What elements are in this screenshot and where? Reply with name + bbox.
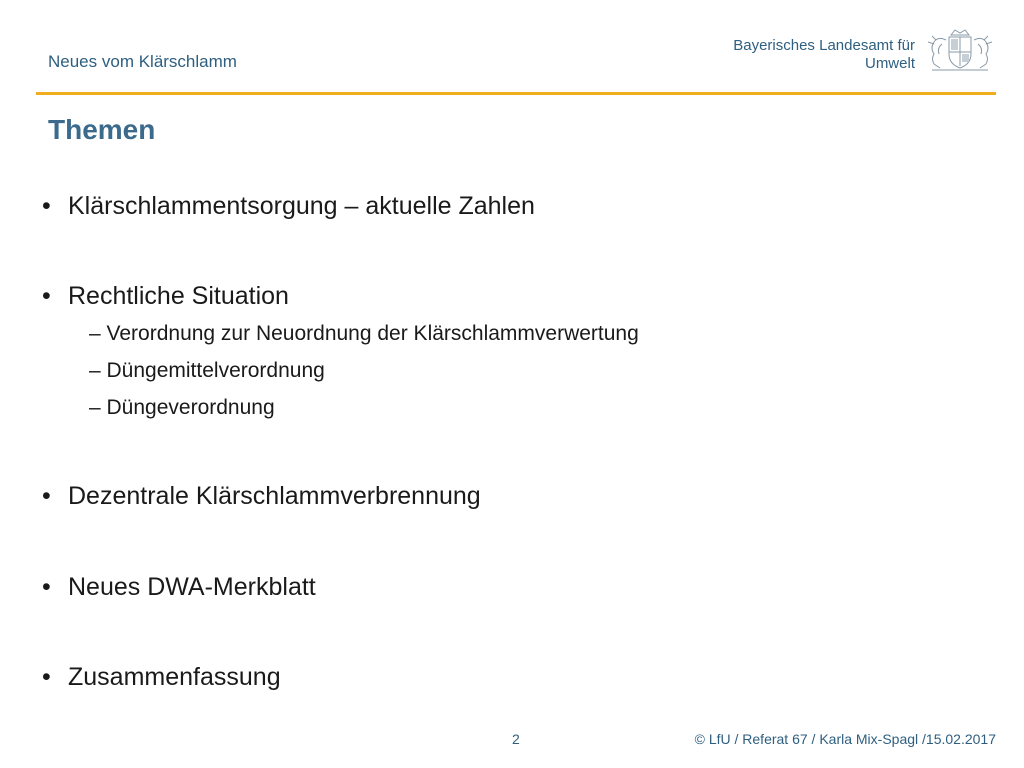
bullet-dot: • <box>42 282 51 310</box>
slide-title: Themen <box>48 114 156 145</box>
sub-item-2: – Düngemittelverordnung <box>89 359 325 382</box>
bullet-text: Dezentrale Klärschlammverbrennung <box>68 482 481 510</box>
bullet-text: Neues DWA-Merkblatt <box>68 573 316 601</box>
bullet-dot: • <box>42 573 51 601</box>
page-number: 2 <box>512 731 520 747</box>
bullet-text: Zusammenfassung <box>68 663 281 691</box>
bullet-text: Klärschlammentsorgung – aktuelle Zahlen <box>68 192 535 220</box>
bullet-item-1 <box>42 192 535 221</box>
header-divider <box>36 92 996 95</box>
bullet-item-3 <box>42 482 481 511</box>
bullet-dot: • <box>42 192 51 220</box>
organization-name <box>733 37 915 73</box>
bullet-item-4 <box>42 573 316 602</box>
bullet-dot: • <box>42 482 51 510</box>
bullet-text: Rechtliche Situation <box>68 282 289 310</box>
bullet-item-5 <box>42 663 281 692</box>
header-title: Neues vom Klärschlamm <box>48 52 237 71</box>
bullet-dot: • <box>42 663 51 691</box>
sub-item-3: – Düngeverordnung <box>89 396 275 419</box>
footer-copyright: © LfU / Referat 67 / Karla Mix-Spagl /15.02.2017 <box>694 731 996 747</box>
bullet-item-2 <box>42 282 289 311</box>
sub-item-1: – Verordnung zur Neuordnung der Klärschlammverwertung <box>89 322 639 345</box>
organization-name-line2: Umwelt <box>864 55 915 72</box>
bavarian-coat-of-arms-icon <box>922 26 998 74</box>
organization-name-line1: Bayerisches Landesamt für <box>733 37 915 54</box>
